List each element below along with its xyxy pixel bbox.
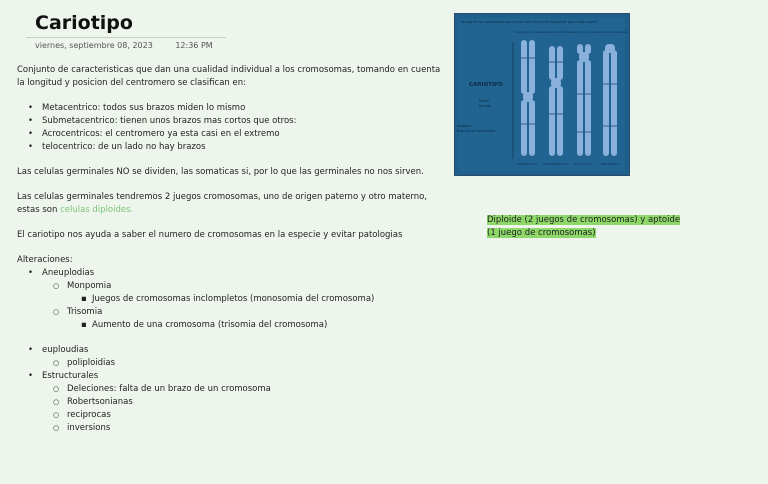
note-time: 12:36 PM (175, 41, 213, 50)
image-label: CARIOTIPO (469, 82, 503, 88)
karyotype-image[interactable] (454, 13, 630, 176)
highlighted-note: Diploide (2 juegos de cromosomas) y aptoide (1 juego de cromosomas) (487, 215, 681, 238)
list-item: • Acrocentricos: el centromero ya esta casi en el extremo (17, 128, 447, 141)
list-item: • Aneuplodias (17, 267, 447, 280)
image-heading: Arreglo de los cromosomas que hay en una célula y se especifican para cada especie (461, 20, 598, 24)
list-item: ○ Robertsonianas (17, 396, 447, 409)
note-date: viernes, septiembre 08, 2023 (35, 41, 153, 50)
diploid-text: Las celulas germinales tendremos 2 juegos cromosomas, uno de origen paterno y otro materno, estas son (17, 192, 428, 215)
chrom-label-1: Metacéntrico (517, 162, 537, 166)
chrom-label-2: Submetacéntrico (543, 162, 569, 166)
list-item: • euploudias (17, 344, 447, 357)
side-note[interactable] (487, 214, 687, 240)
list-item: • Estructurales (17, 370, 447, 383)
list-item: ○ Deleciones: falta de un brazo de un cromosoma (17, 383, 447, 396)
title-divider (26, 37, 226, 38)
list-item: • Metacentrico: todos sus brazos miden lo mismo (17, 102, 447, 115)
list-item: ○ Trisomia (17, 306, 447, 319)
diploid-link[interactable]: celulas diploides. (60, 205, 134, 215)
note-body[interactable] (17, 64, 447, 435)
image-left-label-2: Posición del centrómero (457, 129, 496, 133)
image-subheading: Conjunto de características morfológicas de los cromosomas de una célula (515, 30, 628, 34)
image-sublabel-2: Bandas (479, 104, 492, 108)
list-item: ○ poliploidias (17, 357, 447, 370)
list-item: ▪ Aumento de una cromosoma (trisomia del cromosoma) (17, 319, 447, 332)
alteraciones-label: Alteraciones: (17, 255, 73, 265)
list-item: ▪ Juegos de cromosomas inclompletos (monosomia del cromosoma) (17, 293, 447, 306)
alteraciones-list (17, 267, 447, 332)
chrom-label-4: Telocéntrico (601, 162, 619, 166)
intro-paragraph: Conjunto de caracteristicas que dan una cualidad individual a los cromosomas, tomando en cuenta la longitud y posicion del centromero se clasifican en: (17, 65, 441, 88)
cariotipo-use-paragraph: El cariotipo nos ayuda a saber el numero de cromosomas en la especie y evitar patologias (17, 230, 403, 240)
diploid-paragraph (17, 191, 447, 217)
chrom-label-3: Acrocéntrico (574, 162, 593, 166)
alteraciones-list-2 (17, 344, 447, 435)
types-list (17, 102, 447, 154)
list-item: ○ reciprocas (17, 409, 447, 422)
germinal-paragraph: Las celulas germinales NO se dividen, las somaticas si, por lo que las germinales no nos sirven. (17, 167, 424, 177)
list-item: • telocentrico: de un lado no hay brazos (17, 141, 447, 154)
image-sublabel-1: Patrón (479, 99, 490, 103)
list-item: • Submetacentrico: tienen unos brazos mas cortos que otros: (17, 115, 447, 128)
list-item: ○ Monpomia (17, 280, 447, 293)
list-item: ○ inversions (17, 422, 447, 435)
page-title[interactable]: Cariotipo (35, 12, 133, 34)
image-left-label-1: Longitud (457, 124, 471, 128)
note-meta (35, 41, 213, 50)
